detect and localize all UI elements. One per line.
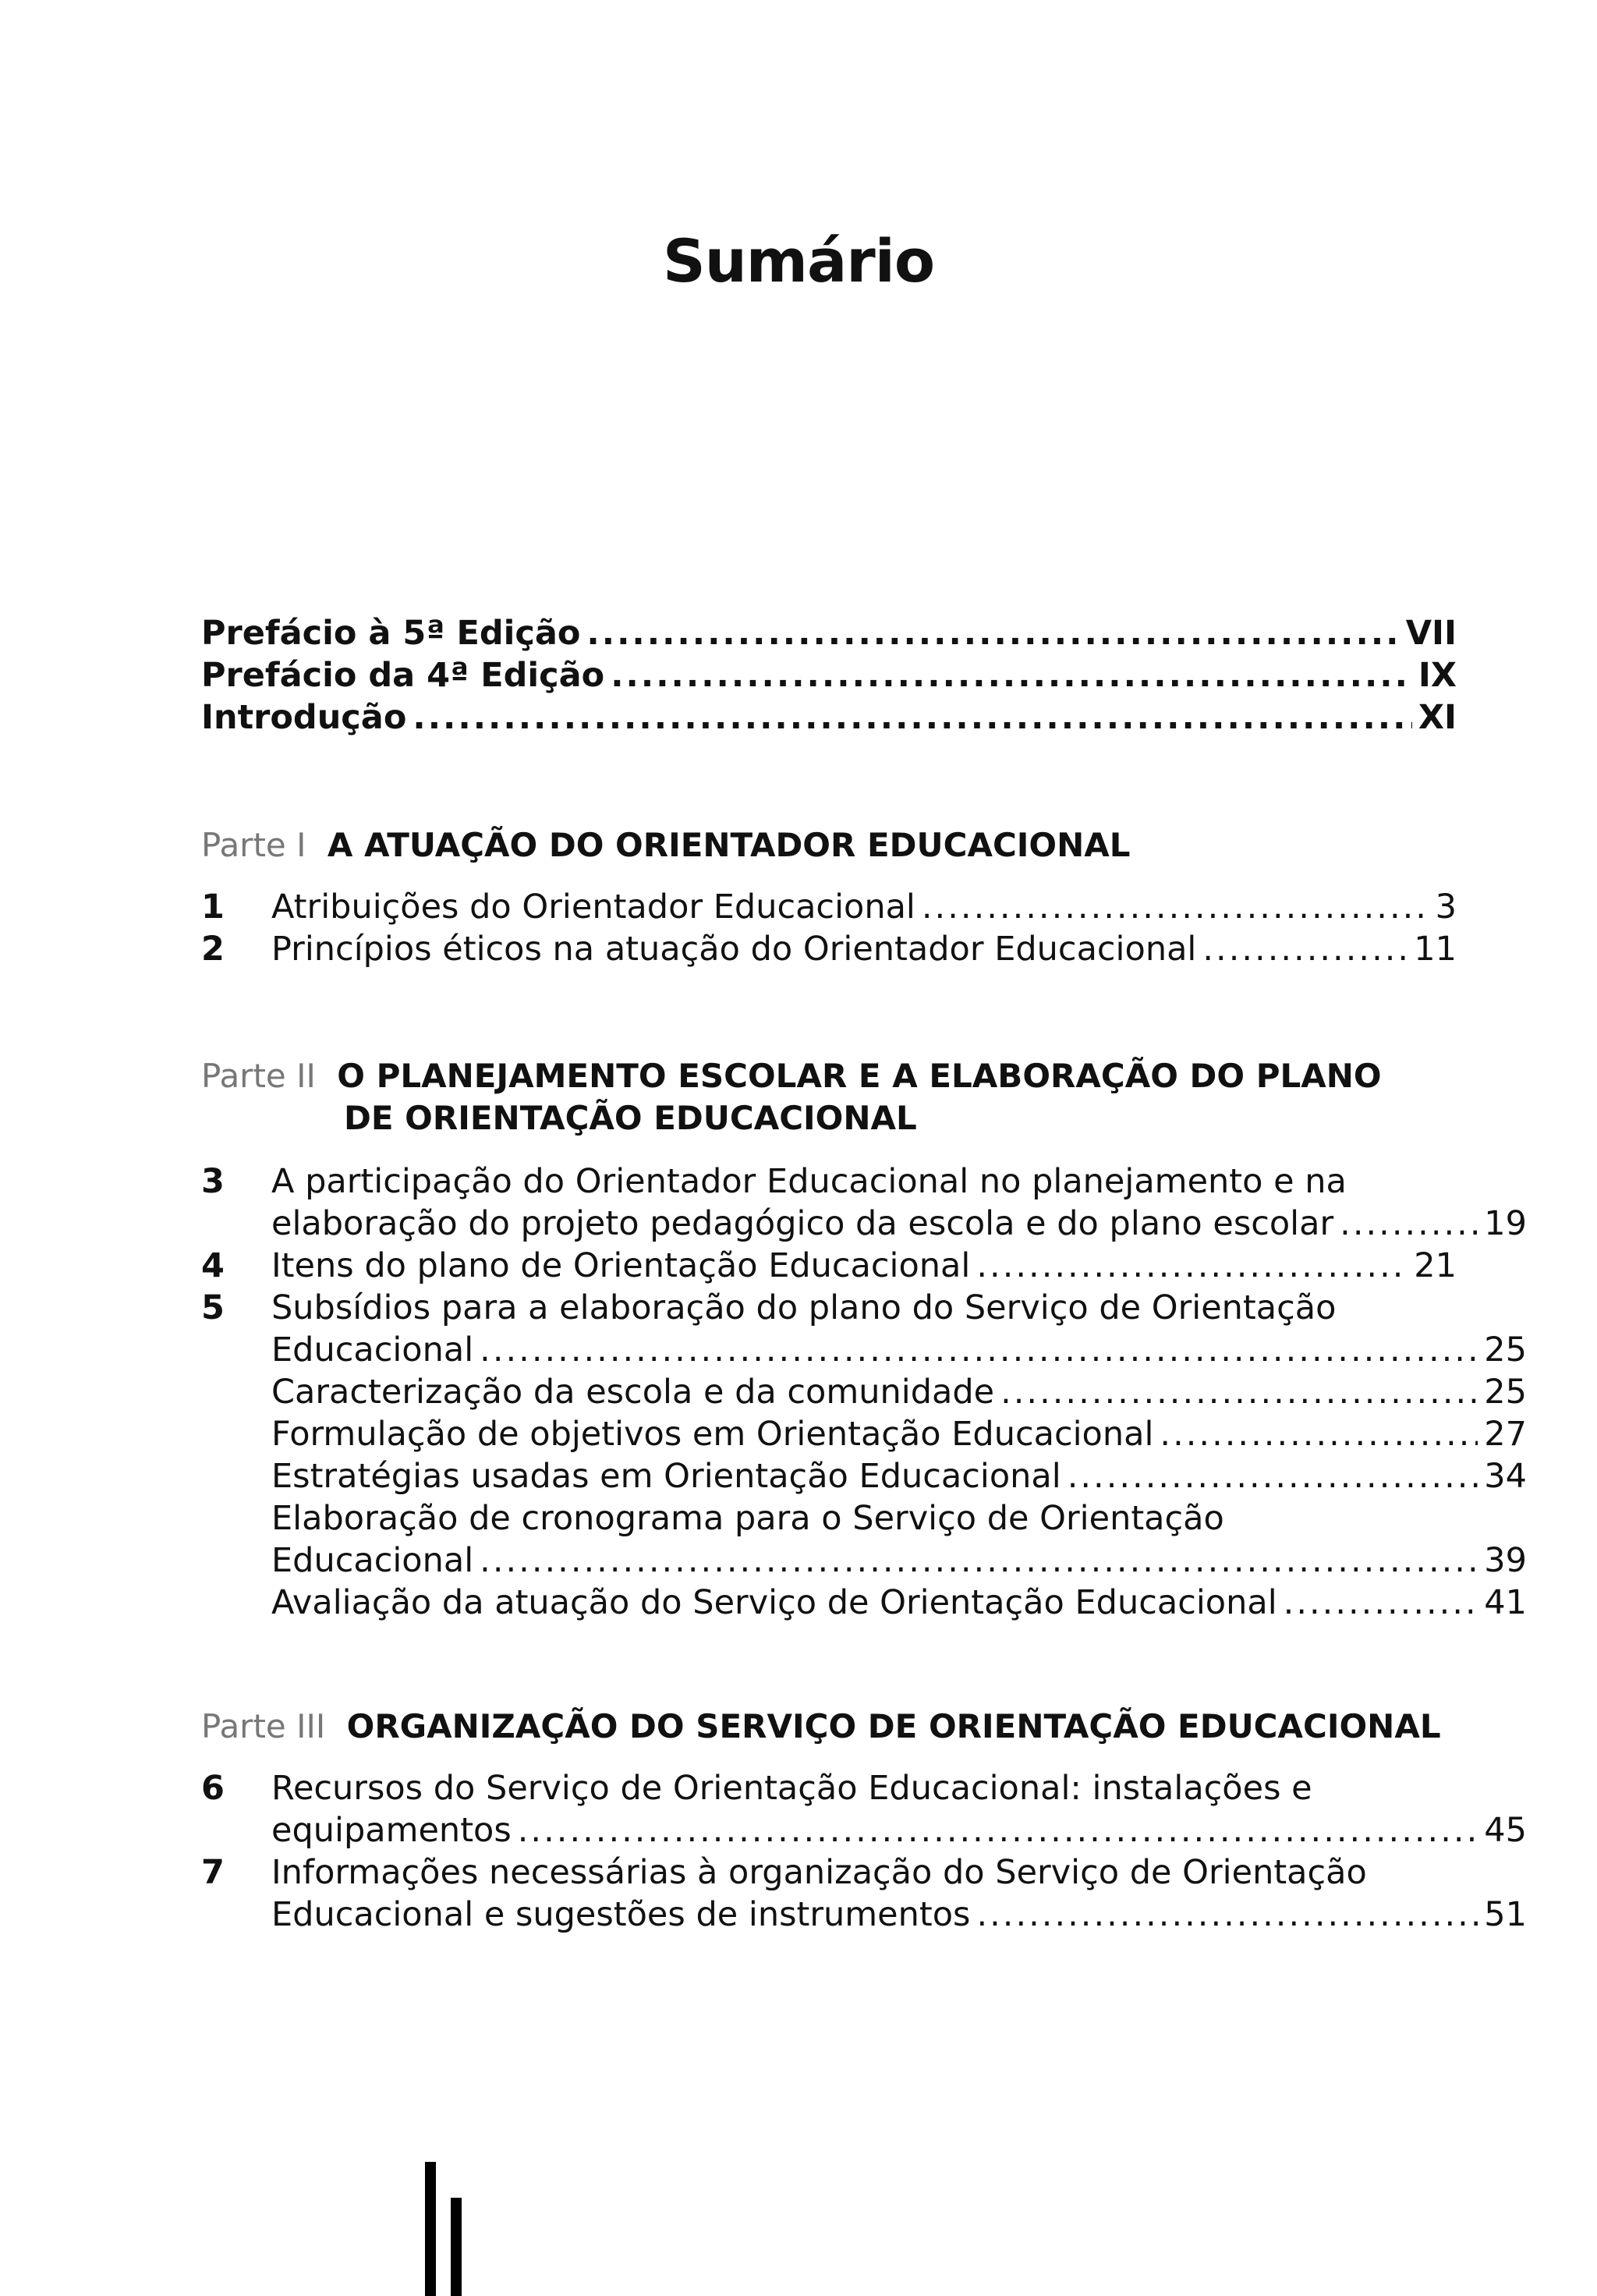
toc-entry-label: Recursos do Serviço de Orientação Educacional: instalações e (271, 1769, 1312, 1808)
toc-entry-page: 19 (1484, 1204, 1527, 1243)
dot-leader (1160, 1413, 1478, 1455)
toc-subentry[interactable] (201, 1455, 1527, 1497)
toc-entry-introduction[interactable] (201, 696, 1457, 739)
toc-entry-label: Estratégias usadas em Orientação Educacional (271, 1457, 1061, 1496)
toc-entry-page: 27 (1484, 1415, 1527, 1454)
part-heading-1 (201, 824, 1457, 867)
toc-entry-page: 25 (1484, 1373, 1527, 1412)
dot-leader (586, 612, 1399, 654)
dot-leader (480, 1329, 1478, 1371)
toc-entry-label: Princípios éticos na atuação do Orientador Educacional (271, 930, 1197, 969)
toc-subentry[interactable] (201, 1413, 1527, 1455)
toc-entry-page: 3 (1435, 888, 1457, 927)
toc-entry-chapter-2[interactable] (201, 928, 1457, 970)
toc-entry-label: Prefácio à 5ª Edição (201, 614, 581, 653)
chapter-number: 6 (201, 1769, 225, 1808)
chapter-number: 3 (201, 1162, 225, 1201)
toc-entry-page: 41 (1484, 1583, 1527, 1622)
part-label: Parte II (201, 1057, 316, 1095)
toc-entry-chapter-6[interactable] (201, 1767, 1457, 1809)
part-title: O PLANEJAMENTO ESCOLAR E A ELABORAÇÃO DO PLANO (337, 1057, 1382, 1095)
toc-entry-label: Educacional (271, 1330, 474, 1369)
dot-leader (1202, 928, 1408, 970)
toc-entry-label: Caracterização da escola e da comunidade (271, 1373, 995, 1412)
dot-leader (976, 1894, 1478, 1936)
part-label: Parte I (201, 826, 306, 864)
toc-entry-page: 34 (1484, 1457, 1527, 1496)
toc-entry-label: equipamentos (271, 1811, 512, 1850)
toc-entry-chapter-3[interactable] (201, 1160, 1457, 1203)
toc-entry-page: IX (1418, 656, 1457, 695)
toc-entry-page: VII (1405, 614, 1457, 653)
toc-subentry[interactable] (201, 1371, 1527, 1413)
part-title: ORGANIZAÇÃO DO SERVIÇO DE ORIENTAÇÃO EDUCACIONAL (346, 1707, 1441, 1745)
page-title: Sumário (662, 226, 935, 296)
toc-entry-label: Avaliação da atuação do Serviço de Orientação Educacional (271, 1583, 1277, 1622)
toc-entry-label: Prefácio da 4ª Edição (201, 656, 605, 695)
toc-entry-chapter-7[interactable] (201, 1851, 1457, 1894)
toc-entry-label: Atribuições do Orientador Educacional (271, 888, 915, 927)
toc-entry-page: 11 (1414, 930, 1457, 969)
dot-leader (611, 654, 1412, 696)
toc-entry-label: Educacional (271, 1541, 474, 1580)
chapter-number: 1 (201, 888, 225, 927)
toc-entry-label: Informações necessárias à organização do Serviço de Orientação (271, 1853, 1367, 1892)
chapter-number: 5 (201, 1288, 225, 1327)
part-heading-3 (201, 1705, 1457, 1749)
toc-entry-label: Subsídios para a elaboração do plano do Serviço de Orientação (271, 1288, 1337, 1327)
dot-leader (922, 886, 1429, 928)
toc-subentry[interactable] (201, 1582, 1527, 1624)
toc-entry-chapter-1[interactable] (201, 886, 1457, 928)
chapter-number: 7 (201, 1853, 225, 1892)
toc-entry-chapter-6-cont[interactable] (201, 1809, 1527, 1851)
toc-entry-chapter-3-cont[interactable] (201, 1203, 1527, 1245)
part-title: A ATUAÇÃO DO ORIENTADOR EDUCACIONAL (327, 826, 1131, 864)
part-heading-2 (201, 1054, 1457, 1098)
dot-leader (1068, 1455, 1478, 1497)
dot-leader (518, 1809, 1478, 1851)
toc-entry-chapter-5-cont[interactable] (201, 1329, 1527, 1371)
toc-entry-label: elaboração do projeto pedagógico da escola e do plano escolar (271, 1204, 1334, 1243)
toc-entry-chapter-7-cont[interactable] (201, 1894, 1527, 1936)
toc-entry-preface-5[interactable] (201, 612, 1457, 654)
toc-entry-page: 51 (1484, 1895, 1527, 1934)
dot-leader (1284, 1582, 1478, 1624)
decorative-bar (425, 2162, 436, 2296)
toc-entry-chapter-4[interactable] (201, 1245, 1457, 1287)
toc-entry-page: 39 (1484, 1541, 1527, 1580)
toc-entry-label: A participação do Orientador Educacional no planejamento e na (271, 1162, 1347, 1201)
toc-entry-label: Elaboração de cronograma para o Serviço de Orientação (271, 1499, 1224, 1538)
dot-leader (480, 1540, 1478, 1582)
toc-entry-page: 25 (1484, 1330, 1527, 1369)
dot-leader (1340, 1203, 1478, 1245)
dot-leader (413, 696, 1411, 739)
toc-subentry[interactable] (201, 1497, 1527, 1540)
toc-subentry-cont[interactable] (201, 1540, 1527, 1582)
chapter-number: 4 (201, 1246, 225, 1285)
dot-leader (976, 1245, 1408, 1287)
decorative-bar (451, 2198, 462, 2296)
toc-entry-label: Educacional e sugestões de instrumentos (271, 1895, 971, 1934)
toc-entry-page: 21 (1414, 1246, 1457, 1285)
part-title-continued: DE ORIENTAÇÃO EDUCACIONAL (344, 1099, 917, 1137)
toc-entry-preface-4[interactable] (201, 654, 1457, 696)
toc-entry-label: Itens do plano de Orientação Educacional (271, 1246, 971, 1285)
dot-leader (1000, 1371, 1478, 1413)
toc-entry-page: XI (1418, 698, 1457, 737)
toc-entry-chapter-5[interactable] (201, 1287, 1457, 1329)
toc-entry-label: Formulação de objetivos em Orientação Educacional (271, 1415, 1154, 1454)
chapter-number: 2 (201, 930, 225, 969)
toc-entry-page: 45 (1484, 1811, 1527, 1850)
toc-entry-label: Introdução (201, 698, 407, 737)
part-label: Parte III (201, 1707, 326, 1745)
